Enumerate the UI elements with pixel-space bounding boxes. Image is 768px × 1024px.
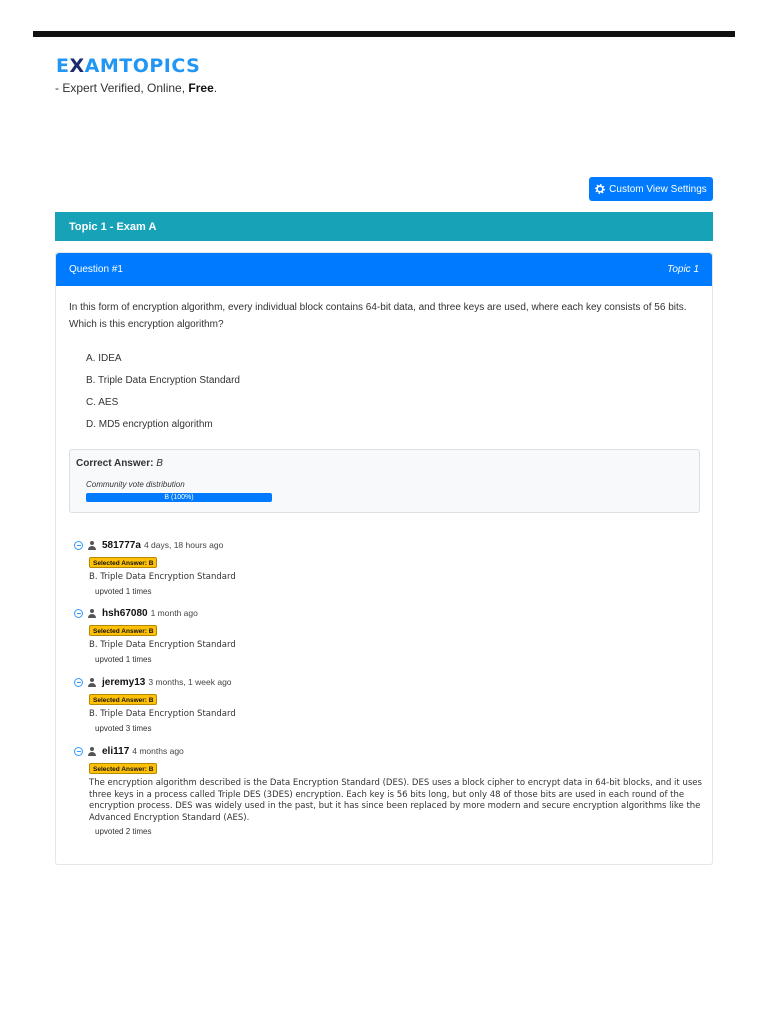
choices-list <box>86 352 240 440</box>
comment-upvotes: upvoted 2 times <box>95 827 152 836</box>
comment-text: The encryption algorithm described is the Data Encryption Standard (DES). DES uses a block cipher to encrypt data in 64-bit blocks, and it uses three keys in a process called Triple DES (3DES) encryption. Each key is 56 bits long, but only 48 of those bits are used in each round of the encryption process. DES was widely used in the past, but it has since been replaced by more modern and secure encryption algorithms like the Advanced Encryption Standard (AES). <box>89 778 702 823</box>
selected-answer-badge: Selected Answer: B <box>89 557 157 568</box>
selected-answer-badge: Selected Answer: B <box>89 694 157 705</box>
comment-text: B. Triple Data Encryption Standard <box>89 572 236 582</box>
custom-view-settings-label: Custom View Settings <box>609 183 707 195</box>
question-card <box>55 252 713 865</box>
user-icon <box>88 747 96 756</box>
comment <box>74 675 714 733</box>
choice-b[interactable]: B. Triple Data Encryption Standard <box>86 375 240 386</box>
examtopics-logo[interactable] <box>56 53 200 79</box>
custom-view-settings-button[interactable] <box>589 177 713 201</box>
question-number: Question #1 <box>69 264 123 275</box>
comment-upvotes: upvoted 3 times <box>95 723 152 733</box>
vote-distribution-bar <box>86 493 272 502</box>
tagline: - Expert Verified, Online, Free. <box>55 81 218 95</box>
vote-distribution-label: Community vote distribution <box>86 480 185 489</box>
comment-text: B. Triple Data Encryption Standard <box>89 709 236 719</box>
user-icon <box>88 609 96 618</box>
top-border-bar <box>33 31 735 37</box>
comment-username[interactable]: 581777a <box>102 539 141 551</box>
comment-upvotes: upvoted 1 times <box>95 654 152 664</box>
user-icon <box>88 541 96 550</box>
comment-username[interactable]: jeremy13 <box>102 676 146 688</box>
comment <box>74 606 714 664</box>
comment-username[interactable]: eli117 <box>102 745 130 757</box>
selected-answer-badge: Selected Answer: B <box>89 763 157 774</box>
correct-answer-value: B <box>156 458 163 469</box>
comment-text: B. Triple Data Encryption Standard <box>89 640 236 650</box>
collapse-icon[interactable] <box>74 609 83 618</box>
selected-answer-badge: Selected Answer: B <box>89 625 157 636</box>
gear-icon <box>595 184 605 194</box>
collapse-icon[interactable] <box>74 541 83 550</box>
user-icon <box>88 678 96 687</box>
comment-upvotes: upvoted 1 times <box>95 586 152 596</box>
comment <box>74 744 714 836</box>
question-text: In this form of encryption algorithm, every individual block contains 64-bit data, and three keys are used, where each key consists of 56 bits. Which is this encryption algorithm? <box>69 302 687 330</box>
topic-header <box>55 212 713 241</box>
comment-time: 1 month ago <box>150 608 198 618</box>
comment-time: 3 months, 1 week ago <box>148 677 232 687</box>
choice-d[interactable]: D. MD5 encryption algorithm <box>86 419 213 430</box>
comment-username[interactable]: hsh67080 <box>102 607 148 619</box>
topic-title: Topic 1 - Exam A <box>69 220 157 233</box>
collapse-icon[interactable] <box>74 747 83 756</box>
vote-bar-fill: B (100%) <box>86 493 272 502</box>
logo-text: EXAMTOPICS <box>56 55 201 77</box>
comment-time: 4 months ago <box>132 746 184 756</box>
choice-a[interactable]: A. IDEA <box>86 353 122 364</box>
correct-answer-box <box>69 449 700 513</box>
collapse-icon[interactable] <box>74 678 83 687</box>
question-topic-label: Topic 1 <box>667 264 699 275</box>
correct-answer-label: Correct Answer: B <box>76 458 163 469</box>
question-header <box>56 253 712 286</box>
comment-time: 4 days, 18 hours ago <box>143 540 224 550</box>
choice-c[interactable]: C. AES <box>86 397 119 408</box>
comment <box>74 538 714 596</box>
